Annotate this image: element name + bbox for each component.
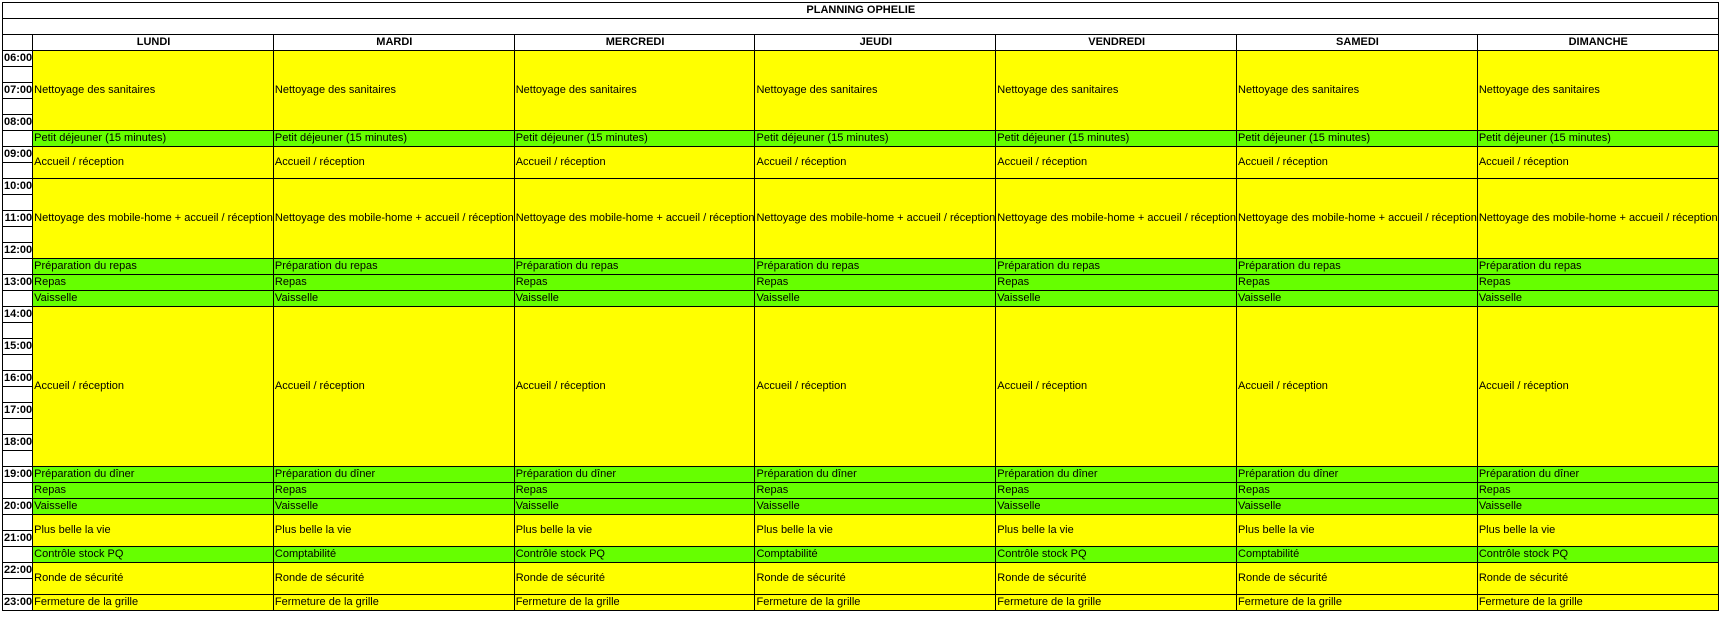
activity-cell: Préparation du dîner [33, 467, 274, 483]
activity-cell: Accueil / réception [514, 147, 755, 179]
activity-cell: Nettoyage des sanitaires [755, 51, 996, 131]
schedule-row [3, 595, 1719, 611]
time-label: 06:00 [3, 51, 33, 67]
activity-cell: Nettoyage des sanitaires [273, 51, 514, 131]
time-label [3, 515, 33, 531]
time-label [3, 131, 33, 147]
activity-cell: Plus belle la vie [273, 515, 514, 547]
activity-cell: Nettoyage des mobile-home + accueil / réception [755, 179, 996, 259]
schedule-row [3, 483, 1719, 499]
time-label [3, 483, 33, 499]
time-label [3, 291, 33, 307]
activity-cell: Vaisselle [1477, 291, 1718, 307]
activity-cell: Fermeture de la grille [33, 595, 274, 611]
blank-cell [3, 19, 1719, 35]
day-header: MERCREDI [514, 35, 755, 51]
activity-cell: Nettoyage des mobile-home + accueil / réception [273, 179, 514, 259]
schedule-row [3, 467, 1719, 483]
activity-cell: Fermeture de la grille [514, 595, 755, 611]
activity-cell: Nettoyage des mobile-home + accueil / réception [996, 179, 1237, 259]
activity-cell: Nettoyage des mobile-home + accueil / réception [33, 179, 274, 259]
activity-cell: Accueil / réception [1477, 147, 1718, 179]
activity-cell: Préparation du dîner [1237, 467, 1478, 483]
time-label: 20:00 [3, 499, 33, 515]
activity-cell: Ronde de sécurité [1477, 563, 1718, 595]
activity-cell: Préparation du dîner [514, 467, 755, 483]
activity-cell: Vaisselle [1237, 291, 1478, 307]
activity-cell: Petit déjeuner (15 minutes) [1237, 131, 1478, 147]
activity-cell: Vaisselle [514, 499, 755, 515]
activity-cell: Accueil / réception [273, 147, 514, 179]
time-label: 11:00 [3, 211, 33, 227]
day-header: MARDI [273, 35, 514, 51]
activity-cell: Vaisselle [1237, 499, 1478, 515]
activity-cell: Vaisselle [514, 291, 755, 307]
activity-cell: Contrôle stock PQ [33, 547, 274, 563]
activity-cell: Repas [273, 275, 514, 291]
activity-cell: Préparation du repas [755, 259, 996, 275]
activity-cell: Repas [514, 483, 755, 499]
activity-cell: Repas [33, 275, 274, 291]
activity-cell: Ronde de sécurité [996, 563, 1237, 595]
time-label [3, 99, 33, 115]
activity-cell: Repas [755, 275, 996, 291]
activity-cell: Accueil / réception [996, 147, 1237, 179]
activity-cell: Vaisselle [755, 291, 996, 307]
activity-cell: Vaisselle [1477, 499, 1718, 515]
activity-cell: Préparation du repas [514, 259, 755, 275]
schedule-row [3, 563, 1719, 579]
activity-cell: Accueil / réception [273, 307, 514, 467]
planning-table [2, 2, 1719, 611]
activity-cell: Repas [273, 483, 514, 499]
time-label: 09:00 [3, 147, 33, 163]
activity-cell: Repas [1477, 275, 1718, 291]
activity-cell: Repas [1237, 483, 1478, 499]
activity-cell: Plus belle la vie [996, 515, 1237, 547]
activity-cell: Petit déjeuner (15 minutes) [273, 131, 514, 147]
activity-cell: Fermeture de la grille [755, 595, 996, 611]
schedule-row [3, 291, 1719, 307]
activity-cell: Préparation du repas [1477, 259, 1718, 275]
activity-cell: Nettoyage des sanitaires [514, 51, 755, 131]
activity-cell: Fermeture de la grille [273, 595, 514, 611]
activity-cell: Petit déjeuner (15 minutes) [996, 131, 1237, 147]
activity-cell: Préparation du dîner [1477, 467, 1718, 483]
activity-cell: Ronde de sécurité [1237, 563, 1478, 595]
activity-cell: Vaisselle [33, 291, 274, 307]
activity-cell: Préparation du dîner [996, 467, 1237, 483]
time-label: 13:00 [3, 275, 33, 291]
planning-sheet [2, 2, 1719, 611]
activity-cell: Contrôle stock PQ [514, 547, 755, 563]
activity-cell: Fermeture de la grille [1237, 595, 1478, 611]
activity-cell: Préparation du dîner [273, 467, 514, 483]
activity-cell: Vaisselle [273, 291, 514, 307]
time-label [3, 419, 33, 435]
time-label: 15:00 [3, 339, 33, 355]
time-label: 23:00 [3, 595, 33, 611]
activity-cell: Préparation du repas [33, 259, 274, 275]
schedule-row [3, 179, 1719, 195]
activity-cell: Accueil / réception [33, 307, 274, 467]
activity-cell: Vaisselle [996, 291, 1237, 307]
activity-cell: Vaisselle [33, 499, 274, 515]
activity-cell: Vaisselle [996, 499, 1237, 515]
day-header: LUNDI [33, 35, 274, 51]
time-label [3, 67, 33, 83]
activity-cell: Nettoyage des sanitaires [33, 51, 274, 131]
time-label [3, 259, 33, 275]
schedule-row [3, 499, 1719, 515]
activity-cell: Petit déjeuner (15 minutes) [755, 131, 996, 147]
activity-cell: Nettoyage des sanitaires [996, 51, 1237, 131]
corner-cell [3, 35, 33, 51]
activity-cell: Préparation du dîner [755, 467, 996, 483]
day-header-row [3, 35, 1719, 51]
title-row [3, 3, 1719, 19]
time-label: 19:00 [3, 467, 33, 483]
time-label: 08:00 [3, 115, 33, 131]
activity-cell: Plus belle la vie [33, 515, 274, 547]
time-label [3, 547, 33, 563]
activity-cell: Nettoyage des mobile-home + accueil / réception [1237, 179, 1478, 259]
schedule-row [3, 51, 1719, 67]
schedule-row [3, 547, 1719, 563]
time-label: 22:00 [3, 563, 33, 579]
blank-row [3, 19, 1719, 35]
activity-cell: Accueil / réception [996, 307, 1237, 467]
time-label [3, 163, 33, 179]
schedule-row [3, 259, 1719, 275]
day-header: JEUDI [755, 35, 996, 51]
time-label [3, 227, 33, 243]
schedule-row [3, 307, 1719, 323]
planning-title: PLANNING OPHELIE [3, 3, 1719, 19]
schedule-row [3, 131, 1719, 147]
activity-cell: Comptabilité [1237, 547, 1478, 563]
activity-cell: Accueil / réception [755, 147, 996, 179]
time-label: 17:00 [3, 403, 33, 419]
activity-cell: Accueil / réception [33, 147, 274, 179]
activity-cell: Accueil / réception [755, 307, 996, 467]
activity-cell: Petit déjeuner (15 minutes) [514, 131, 755, 147]
activity-cell: Ronde de sécurité [33, 563, 274, 595]
activity-cell: Ronde de sécurité [514, 563, 755, 595]
activity-cell: Accueil / réception [1477, 307, 1718, 467]
activity-cell: Ronde de sécurité [755, 563, 996, 595]
activity-cell: Nettoyage des sanitaires [1477, 51, 1718, 131]
schedule-row [3, 515, 1719, 531]
activity-cell: Comptabilité [273, 547, 514, 563]
day-header: VENDREDI [996, 35, 1237, 51]
activity-cell: Repas [996, 275, 1237, 291]
time-label: 14:00 [3, 307, 33, 323]
activity-cell: Vaisselle [273, 499, 514, 515]
activity-cell: Repas [1237, 275, 1478, 291]
activity-cell: Préparation du repas [1237, 259, 1478, 275]
schedule-row [3, 275, 1719, 291]
activity-cell: Accueil / réception [514, 307, 755, 467]
activity-cell: Préparation du repas [273, 259, 514, 275]
activity-cell: Accueil / réception [1237, 307, 1478, 467]
activity-cell: Plus belle la vie [514, 515, 755, 547]
time-label: 16:00 [3, 371, 33, 387]
activity-cell: Comptabilité [755, 547, 996, 563]
activity-cell: Nettoyage des sanitaires [1237, 51, 1478, 131]
time-label [3, 323, 33, 339]
time-label [3, 579, 33, 595]
activity-cell: Contrôle stock PQ [996, 547, 1237, 563]
time-label [3, 195, 33, 211]
activity-cell: Petit déjeuner (15 minutes) [1477, 131, 1718, 147]
time-label [3, 451, 33, 467]
activity-cell: Repas [996, 483, 1237, 499]
activity-cell: Nettoyage des mobile-home + accueil / réception [514, 179, 755, 259]
time-label: 07:00 [3, 83, 33, 99]
time-label: 10:00 [3, 179, 33, 195]
activity-cell: Vaisselle [755, 499, 996, 515]
activity-cell: Petit déjeuner (15 minutes) [33, 131, 274, 147]
activity-cell: Préparation du repas [996, 259, 1237, 275]
time-label: 21:00 [3, 531, 33, 547]
schedule-row [3, 147, 1719, 163]
time-label: 12:00 [3, 243, 33, 259]
activity-cell: Contrôle stock PQ [1477, 547, 1718, 563]
day-header: SAMEDI [1237, 35, 1478, 51]
activity-cell: Plus belle la vie [755, 515, 996, 547]
time-label [3, 355, 33, 371]
activity-cell: Repas [1477, 483, 1718, 499]
activity-cell: Nettoyage des mobile-home + accueil / réception [1477, 179, 1718, 259]
activity-cell: Fermeture de la grille [996, 595, 1237, 611]
activity-cell: Fermeture de la grille [1477, 595, 1718, 611]
day-header: DIMANCHE [1477, 35, 1718, 51]
activity-cell: Repas [33, 483, 274, 499]
activity-cell: Ronde de sécurité [273, 563, 514, 595]
activity-cell: Repas [514, 275, 755, 291]
activity-cell: Plus belle la vie [1477, 515, 1718, 547]
time-label: 18:00 [3, 435, 33, 451]
activity-cell: Repas [755, 483, 996, 499]
activity-cell: Accueil / réception [1237, 147, 1478, 179]
activity-cell: Plus belle la vie [1237, 515, 1478, 547]
time-label [3, 387, 33, 403]
